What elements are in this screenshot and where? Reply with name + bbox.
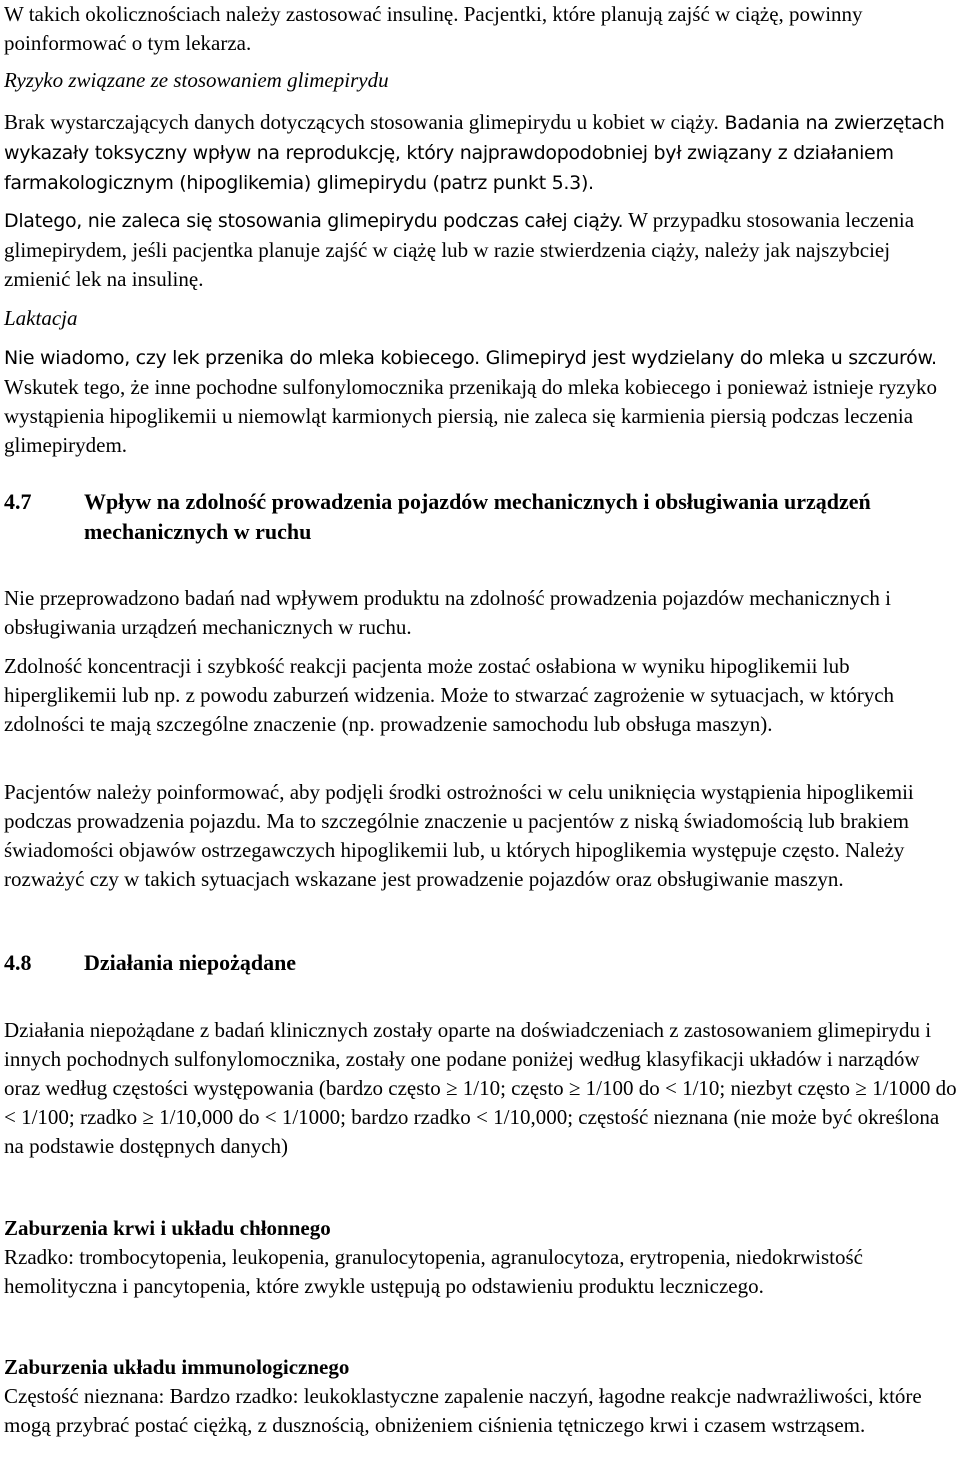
paragraph-no-studies: Nie przeprowadzono badań nad wpływem produktu na zdolność prowadzenia pojazdów mechanicznych i obsługiwania urządzeń mechanicznych w ruchu. [4, 586, 891, 639]
section-title: Działania niepożądane [84, 950, 297, 975]
paragraph-insufficient-data [4, 108, 960, 198]
text-segment: Brak wystarczających danych dotyczących stosowania glimepirydu u kobiet w ciąży. [4, 110, 719, 134]
subheading-lactation: Laktacja [4, 306, 78, 330]
text-segment: Badania na zwierzętach wykazały toksyczny wpływ na reprodukcję, który najprawdopodobniej był związany z działaniem farmakologicznym (hipoglikemia) glimepirydu (patrz punkt 5.3). [4, 112, 945, 194]
paragraph-immune: Częstość nieznana: Bardzo rzadko: leukoklastyczne zapalenie naczyń, łagodne reakcje nadwrażliwości, które mogą przybrać postać ciężką, z dusznością, obniżeniem ciśnienia tętniczego krwi i czasem wstrząsem. [4, 1384, 922, 1437]
paragraph-not-recommended [4, 206, 960, 294]
text-segment: Dlatego, nie zaleca się stosowania glimepirydu podczas całej ciąży. [4, 210, 624, 232]
text-segment: Nie wiadomo, czy lek przenika do mleka kobiecego. Glimepiryd jest wydzielany do mleka u szczurów. [4, 347, 937, 369]
paragraph-adverse-reactions: Działania niepożądane z badań klinicznych zostały oparte na doświadczeniach z zastosowaniem glimepirydu i innych pochodnych sulfonylomocznika, zostały one podane poniżej według klasyfikacji układów i narządów oraz według częstości występowania (bardzo często ≥ 1/10; często ≥ 1/100 do < 1/10; niezbyt często ≥ 1/1000 do < 1/100; rzadko ≥ 1/10,000 do < 1/1000; bardzo rzadko < 1/10,000; częstość nieznana (nie może być określona na podstawie dostępnych danych) [4, 1018, 957, 1158]
paragraph-precautions: Pacjentów należy poinformować, aby podjęli środki ostrożności w celu uniknięcia wystąpienia hipoglikemii podczas prowadzenia pojazdu. Ma to szczególnie znaczenie u pacjentów z niską świadomością lub brakiem świadomości objawów ostrzegawczych hipoglikemii lub, u których hipoglikemia występuje często. Należy rozważyć czy w takich sytuacjach wskazane jest prowadzenie pojazdów oraz obsługiwanie maszyn. [4, 780, 914, 891]
subheading-blood: Zaburzenia krwi i układu chłonnego [4, 1216, 331, 1240]
text-segment: Wskutek tego, że inne pochodne sulfonylomocznika przenikają do mleka kobiecego i ponieważ istnieje ryzyko wystąpienia hipoglikemii u niemowląt karmionych piersią, nie zaleca się karmienia piersią podczas leczenia glimepirydem. [4, 375, 938, 457]
paragraph-insulin: W takich okolicznościach należy zastosować insulinę. Pacjentki, które planują zajść w ciążę, powinny poinformować o tym lekarza. [4, 2, 863, 55]
paragraph-blood: Rzadko: trombocytopenia, leukopenia, granulocytopenia, agranulocytoza, erytropenia, niedokrwistość hemolityczna i pancytopenia, które zwykle ustępują po odstawieniu produktu leczniczego. [4, 1245, 863, 1298]
subheading-risk: Ryzyko związane ze stosowaniem glimepirydu [4, 68, 389, 92]
section-number: 4.8 [4, 950, 32, 975]
paragraph-lactation [4, 343, 960, 460]
paragraph-concentration: Zdolność koncentracji i szybkość reakcji pacjenta może zostać osłabiona w wyniku hipoglikemii lub hiperglikemii lub np. z powodu zaburzeń widzenia. Może to stwarzać zagrożenie w sytuacjach, w których zdolności te mają szczególne znaczenie (np. prowadzenie samochodu lub obsługa maszyn). [4, 654, 895, 736]
section-title: Wpływ na zdolność prowadzenia pojazdów mechanicznych i obsługiwania urządzeń mechanicznych w ruchu [84, 489, 871, 544]
subheading-immune: Zaburzenia układu immunologicznego [4, 1355, 350, 1379]
section-number: 4.7 [4, 489, 32, 514]
text-segment: W przypadku stosowania leczenia glimepirydem, jeśli pacjentka planuje zajść w ciążę lub w razie stwierdzenia ciąży, należy jak najszybciej zmienić lek na insulinę. [4, 208, 915, 291]
